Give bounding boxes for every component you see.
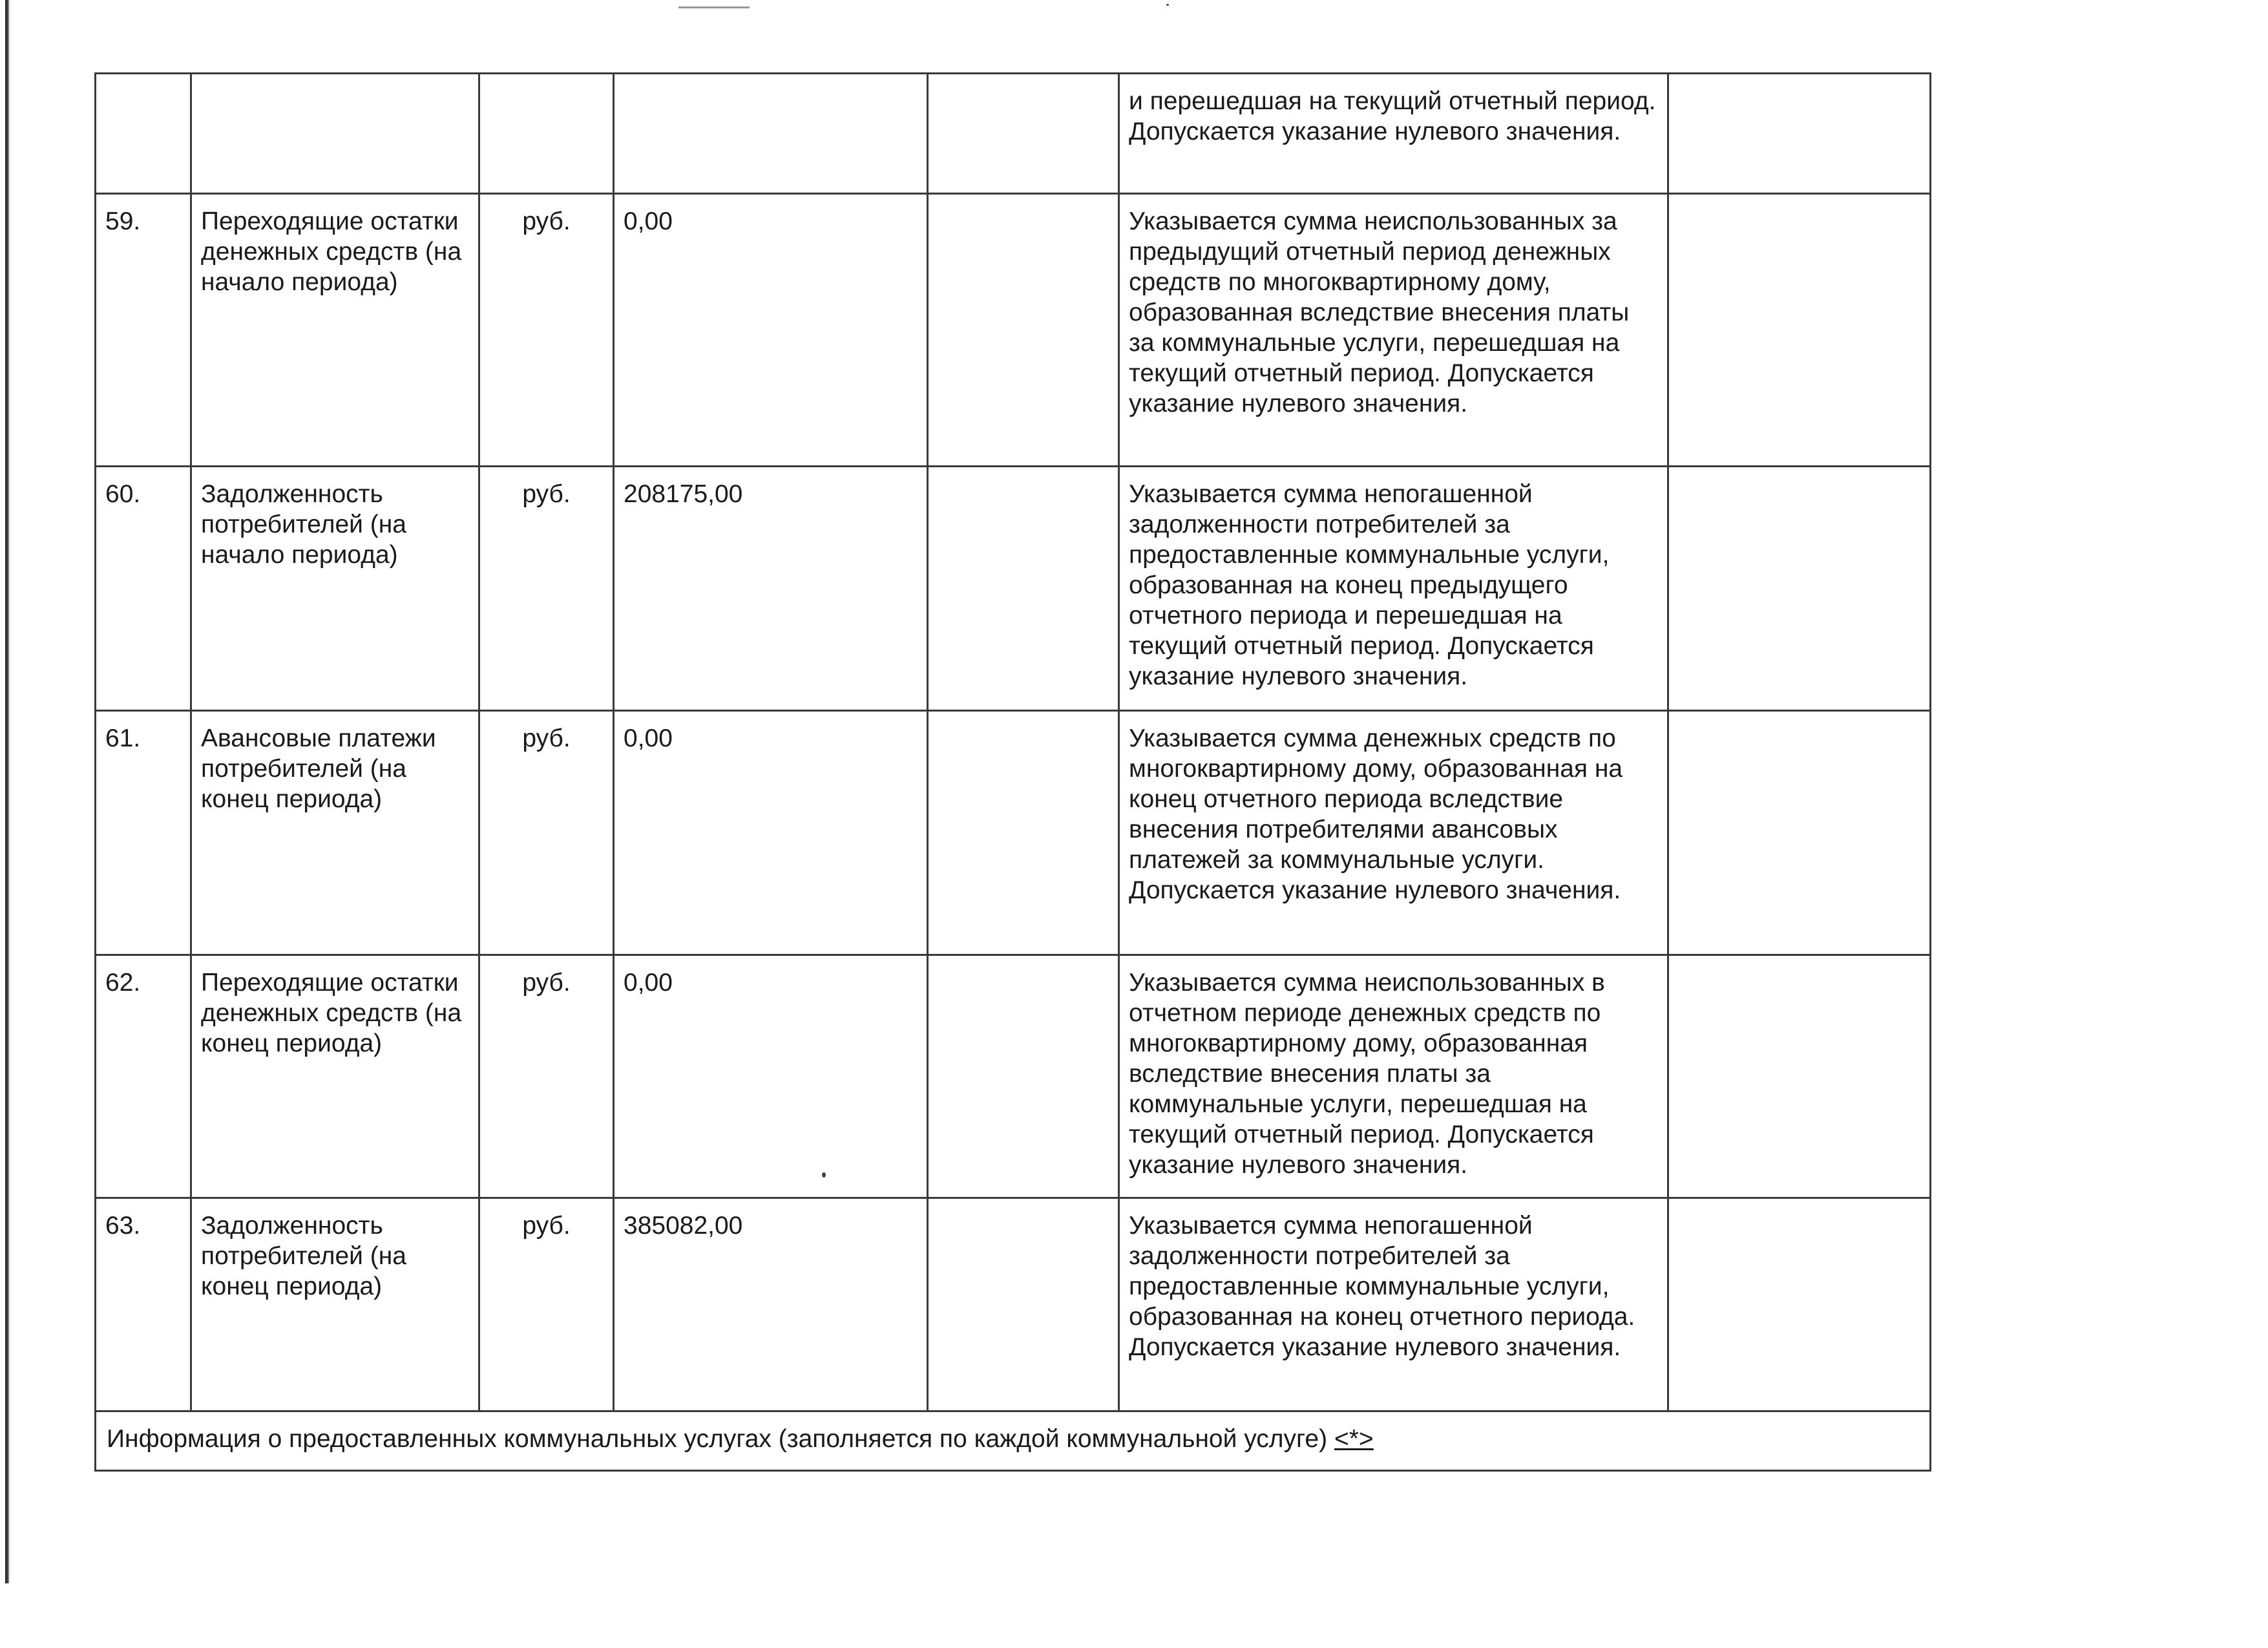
indicator-value: 0,00 — [614, 955, 928, 1198]
cell-extra — [1668, 74, 1931, 194]
report-table — [94, 72, 1931, 1472]
table-row — [96, 194, 1931, 467]
cell-name — [191, 74, 479, 194]
unit-of-measure: руб. — [479, 194, 614, 467]
row-number: 61. — [96, 711, 191, 955]
cell-extra — [1668, 955, 1931, 1198]
cell-empty — [928, 467, 1119, 711]
section-heading — [96, 1411, 1931, 1471]
scan-artifact-top — [678, 0, 750, 8]
indicator-description: Указывается сумма неиспользованных за предыдущий отчетный период денежных средств по многоквартирному дому, образованная вследствие внесения платы за коммунальные услуги, перешедшая на текущий отчетный период. Допускается указание нулевого значения. — [1119, 194, 1668, 467]
unit-of-measure: руб. — [479, 711, 614, 955]
cell-extra — [1668, 1198, 1931, 1411]
indicator-name: Задолженность потребителей (на начало периода) — [191, 467, 479, 711]
indicator-description: Указывается сумма непогашенной задолженности потребителей за предоставленные коммунальные услуги, образованная на конец отчетного периода. Допускается указание нулевого значения. — [1119, 1198, 1668, 1411]
indicator-value: 0,00 — [614, 711, 928, 955]
indicator-description: Указывается сумма неиспользованных в отчетном периоде денежных средств по многоквартирному дому, образованная вследствие внесения платы за коммунальные услуги, перешедшая на текущий отчетный период. Допускается указание нулевого значения. — [1119, 955, 1668, 1198]
cell-extra — [1668, 711, 1931, 955]
cell-empty — [928, 1198, 1119, 1411]
cell-description: и перешедшая на текущий отчетный период. Допускается указание нулевого значения. — [1119, 74, 1668, 194]
cell-value — [614, 74, 928, 194]
cell-empty — [928, 194, 1119, 467]
row-number: 59. — [96, 194, 191, 467]
table-row — [96, 1198, 1931, 1411]
indicator-name: Авансовые платежи потребителей (на конец периода) — [191, 711, 479, 955]
row-number: 63. — [96, 1198, 191, 1411]
row-number: 62. — [96, 955, 191, 1198]
indicator-name: Переходящие остатки денежных средств (на конец периода) — [191, 955, 479, 1198]
cell-extra — [1668, 467, 1931, 711]
indicator-name: Переходящие остатки денежных средств (на начало периода) — [191, 194, 479, 467]
row-number: 60. — [96, 467, 191, 711]
cell-empty — [928, 74, 1119, 194]
indicator-value: 0,00 — [614, 194, 928, 467]
table-row — [96, 711, 1931, 955]
indicator-value: 385082,00 — [614, 1198, 928, 1411]
cell-empty — [928, 955, 1119, 1198]
indicator-description: Указывается сумма денежных средств по многоквартирному дому, образованная на конец отчетного периода вследствие внесения потребителями авансовых платежей за коммунальные услуги. Допускается указание нулевого значения. — [1119, 711, 1668, 955]
cell-unit — [479, 74, 614, 194]
cell-empty — [928, 711, 1119, 955]
table-row — [96, 467, 1931, 711]
unit-of-measure: руб. — [479, 467, 614, 711]
scan-speck — [822, 1172, 826, 1178]
indicator-value: 208175,00 — [614, 467, 928, 711]
indicator-description: Указывается сумма непогашенной задолженности потребителей за предоставленные коммунальные услуги, образованная на конец предыдущего отчетного периода и перешедшая на текущий отчетный период. Допускается указание нулевого значения. — [1119, 467, 1668, 711]
scan-speck — [1166, 4, 1169, 6]
footnote-link[interactable]: <*> — [1334, 1425, 1374, 1453]
table-footer-row — [96, 1411, 1931, 1471]
scan-binding-edge — [5, 0, 10, 1583]
unit-of-measure: руб. — [479, 1198, 614, 1411]
unit-of-measure: руб. — [479, 955, 614, 1198]
cell-extra — [1668, 194, 1931, 467]
cell-num — [96, 74, 191, 194]
table-row — [96, 955, 1931, 1198]
indicator-name: Задолженность потребителей (на конец периода) — [191, 1198, 479, 1411]
section-heading-text: Информация о предоставленных коммунальных услугах (заполняется по каждой коммунальной услуге) — [107, 1425, 1334, 1453]
table-row-continuation — [96, 74, 1931, 194]
